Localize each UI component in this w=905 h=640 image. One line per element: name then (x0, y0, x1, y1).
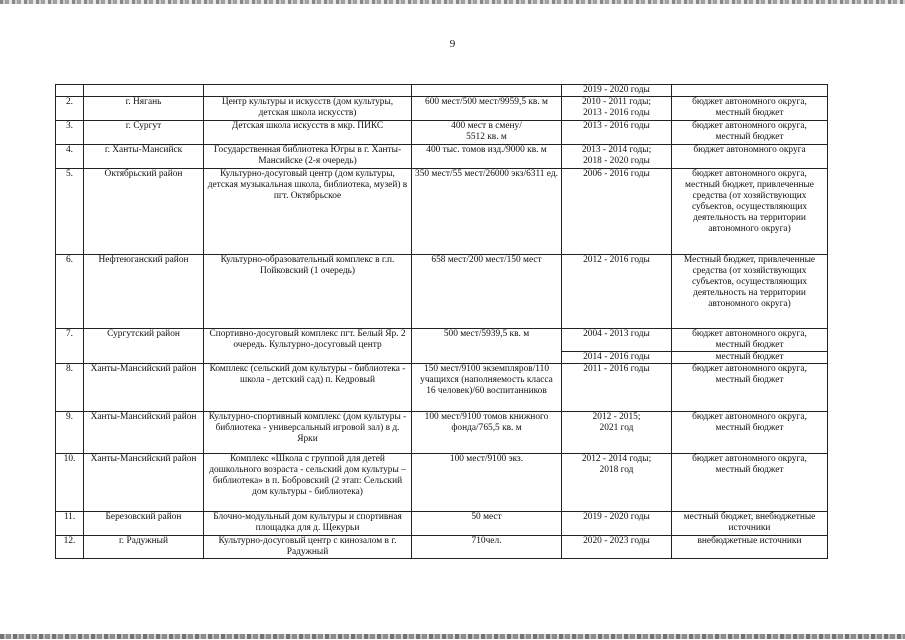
row-number: 12. (56, 536, 84, 559)
row-facility: Детская школа искусств в мкр. ПИКС (204, 121, 412, 145)
table-row (56, 97, 828, 121)
scan-edge-top (0, 0, 905, 4)
table-row-continuation (56, 85, 828, 97)
table-row (56, 145, 828, 169)
cell-municipality (84, 85, 204, 97)
row-municipality: Ханты-Мансийский район (84, 364, 204, 412)
cell-funding (672, 85, 828, 97)
table-body (56, 85, 828, 559)
scan-edge-bottom (0, 634, 905, 639)
row-capacity: 150 мест/9100 экземпляров/110 учащихся (наполняемость класса 16 человек)/60 воспитанников (412, 364, 562, 412)
row-capacity: 600 мест/500 мест/9959,5 кв. м (412, 97, 562, 121)
row-capacity: 350 мест/55 мест/26000 экз/6311 ед. (412, 169, 562, 255)
row-period: 2014 - 2016 годы (562, 352, 672, 364)
row-funding: бюджет автономного округа, местный бюджет (672, 121, 828, 145)
cell-period: 2019 - 2020 годы (562, 85, 672, 97)
row-facility: Комплекс (сельский дом культуры - библиотека - школа - детский сад) п. Кедровый (204, 364, 412, 412)
row-period: 2013 - 2016 годы (562, 121, 672, 145)
row-municipality: Березовский район (84, 512, 204, 536)
row-municipality: г. Нягань (84, 97, 204, 121)
row-number: 9. (56, 412, 84, 454)
row-period: 2012 - 2016 годы (562, 255, 672, 329)
row-municipality: г. Радужный (84, 536, 204, 559)
row-facility: Центр культуры и искусств (дом культуры, детская школа искусств) (204, 97, 412, 121)
page-number: 9 (449, 38, 456, 50)
table-row (56, 169, 828, 255)
row-municipality: г. Сургут (84, 121, 204, 145)
row-facility: Блочно-модульный дом культуры и спортивная площадка для д. Щекурьи (204, 512, 412, 536)
row-facility: Комплекс «Школа с группой для детей дошкольного возраста - сельский дом культуры – библиотека» в п. Бобровский (2 этап: Сельский дом культуры - библиотека) (204, 454, 412, 512)
row-funding: бюджет автономного округа, местный бюджет (672, 364, 828, 412)
row-period: 2010 - 2011 годы; 2013 - 2016 годы (562, 97, 672, 121)
row-capacity: 50 мест (412, 512, 562, 536)
row-number: 4. (56, 145, 84, 169)
row-number: 7. (56, 329, 84, 364)
row-facility: Культурно-образовательный комплекс в г.п. Пойковский (1 очередь) (204, 255, 412, 329)
cell-capacity (412, 85, 562, 97)
row-funding: бюджет автономного округа, местный бюджет (672, 454, 828, 512)
row-period: 2006 - 2016 годы (562, 169, 672, 255)
row-capacity: 658 мест/200 мест/150 мест (412, 255, 562, 329)
row-facility: Государственная библиотека Югры в г. Ханты-Мансийске (2-я очередь) (204, 145, 412, 169)
row-number: 10. (56, 454, 84, 512)
row-facility: Культурно-досуговый центр с кинозалом в г. Радужный (204, 536, 412, 559)
row-municipality: Ханты-Мансийский район (84, 412, 204, 454)
row-period: 2020 - 2023 годы (562, 536, 672, 559)
table-row (56, 121, 828, 145)
row-funding: местный бюджет, внебюджетные источники (672, 512, 828, 536)
row-funding: бюджет автономного округа, местный бюджет (672, 412, 828, 454)
row-municipality: Ханты-Мансийский район (84, 454, 204, 512)
row-municipality: г. Ханты-Мансийск (84, 145, 204, 169)
row-number: 11. (56, 512, 84, 536)
row-capacity: 500 мест/5939,5 кв. м (412, 329, 562, 364)
row-funding: бюджет автономного округа, местный бюджет (672, 97, 828, 121)
row-period: 2012 - 2015; 2021 год (562, 412, 672, 454)
row-capacity: 100 мест/9100 экз. (412, 454, 562, 512)
row-facility: Культурно-спортивный комплекс (дом культуры - библиотека - универсальный игровой зал) в д. Ярки (204, 412, 412, 454)
row-funding: местный бюджет (672, 352, 828, 364)
row-municipality: Сургутский район (84, 329, 204, 364)
row-period: 2004 - 2013 годы (562, 329, 672, 352)
row-facility: Культурно-досуговый центр (дом культуры, детская музыкальная школа, библиотека, музей) в пгт. Октябрьское (204, 169, 412, 255)
table-row (56, 412, 828, 454)
row-municipality: Нефтеюганский район (84, 255, 204, 329)
cell-facility (204, 85, 412, 97)
table-row (56, 536, 828, 559)
facilities-table (55, 84, 828, 559)
row-funding: бюджет автономного округа, местный бюджет (672, 329, 828, 352)
table-row (56, 364, 828, 412)
row-funding: бюджет автономного округа, местный бюджет, привлеченные средства (от хозяйствующих субъектов, осуществляющих деятельность на территории автономного округа) (672, 169, 828, 255)
table-row (56, 255, 828, 329)
row-funding: Местный бюджет, привлеченные средства (от хозяйствующих субъектов, осуществляющих деятельность на территории автономного округа) (672, 255, 828, 329)
row-funding: внебюджетные источники (672, 536, 828, 559)
row-capacity: 100 мест/9100 томов книжного фонда/765,5 кв. м (412, 412, 562, 454)
row-capacity: 400 тыс. томов изд./9000 кв. м (412, 145, 562, 169)
row-funding: бюджет автономного округа (672, 145, 828, 169)
cell-num (56, 85, 84, 97)
row-number: 5. (56, 169, 84, 255)
row-facility: Спортивно-досуговый комплекс пгт. Белый Яр. 2 очередь. Культурно-досуговый центр (204, 329, 412, 364)
row-number: 8. (56, 364, 84, 412)
row-capacity: 710чел. (412, 536, 562, 559)
row-period: 2011 - 2016 годы (562, 364, 672, 412)
row-number: 6. (56, 255, 84, 329)
row-period: 2019 - 2020 годы (562, 512, 672, 536)
row-number: 3. (56, 121, 84, 145)
row-number: 2. (56, 97, 84, 121)
row-period: 2012 - 2014 годы; 2018 год (562, 454, 672, 512)
row-municipality: Октябрьский район (84, 169, 204, 255)
table-row (56, 454, 828, 512)
table-row (56, 512, 828, 536)
row-capacity: 400 мест в смену/ 5512 кв. м (412, 121, 562, 145)
row-period: 2013 - 2014 годы; 2018 - 2020 годы (562, 145, 672, 169)
table-row (56, 329, 828, 352)
